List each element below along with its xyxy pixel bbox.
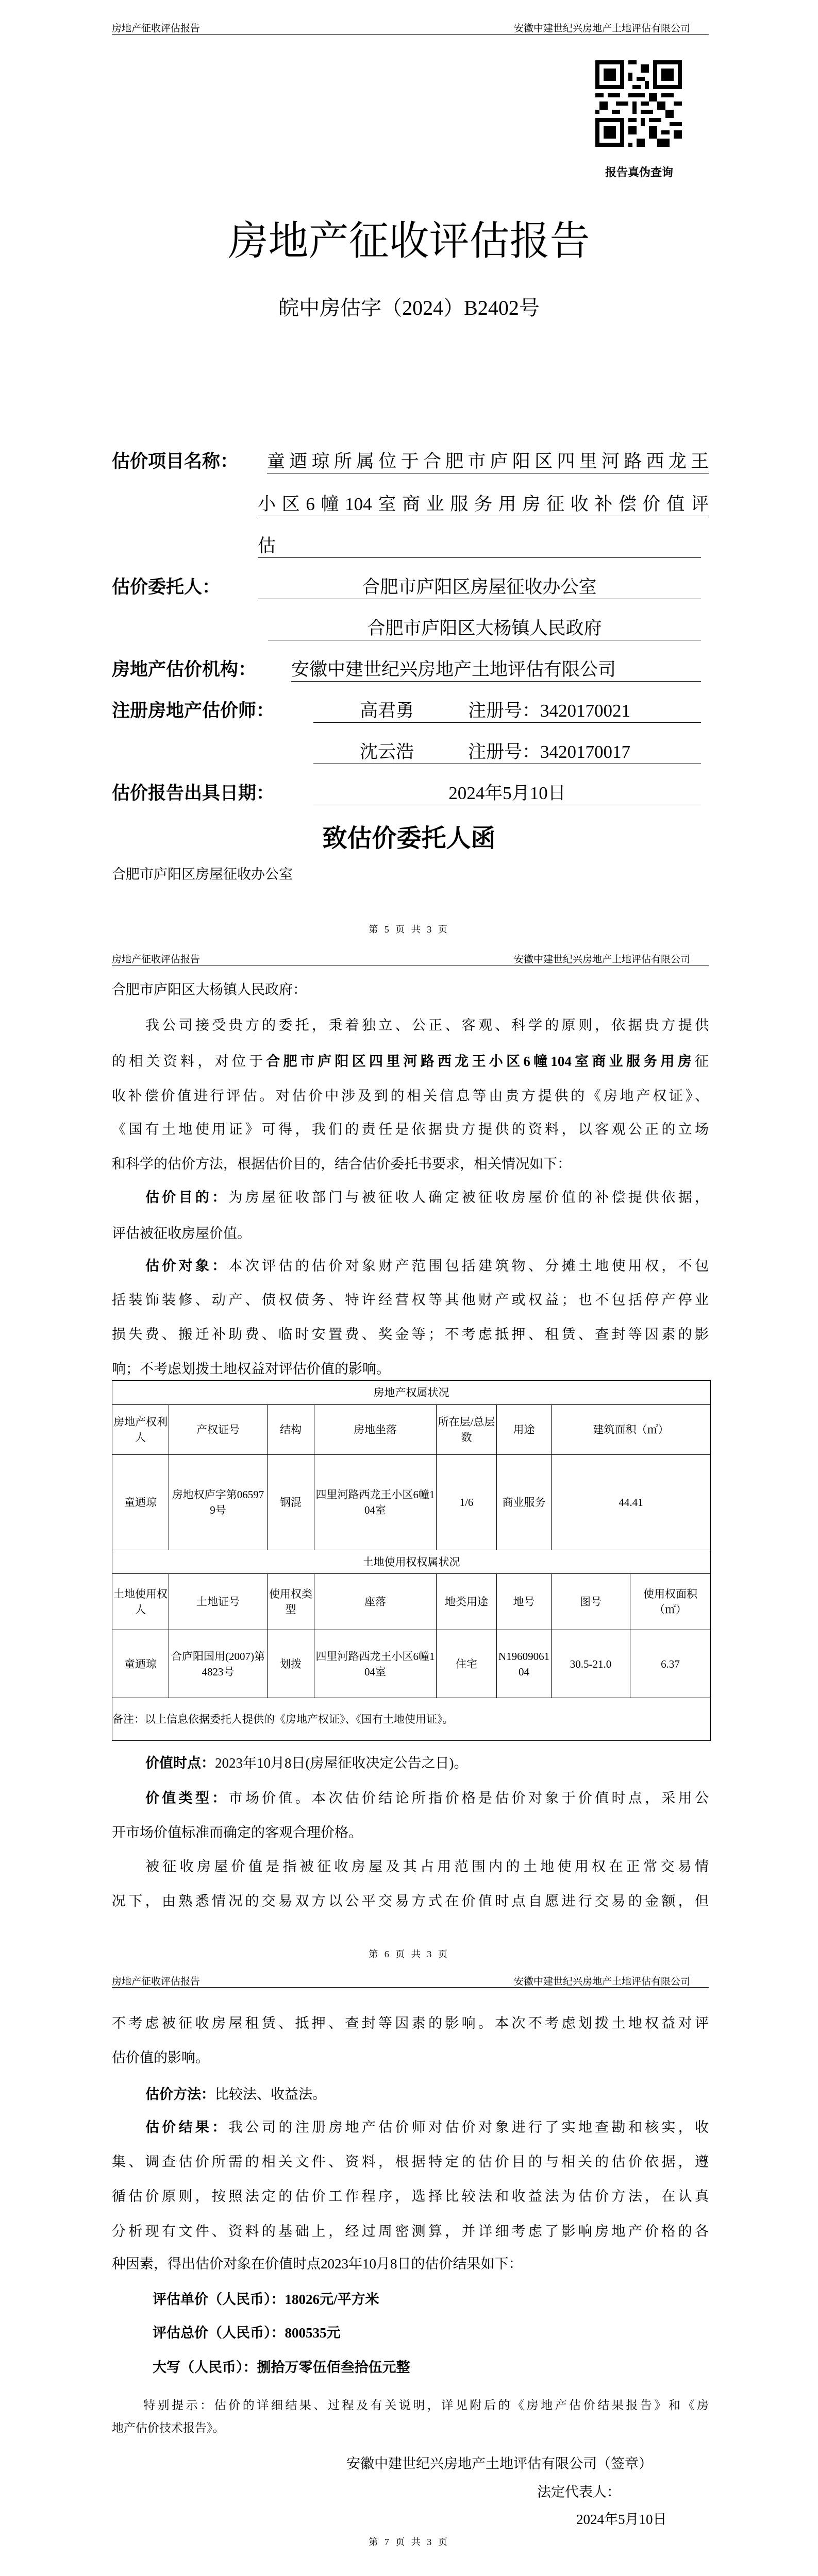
purpose-label: 估价目的：	[145, 1190, 229, 1205]
appraiser-label: 注册房地产估价师：	[112, 701, 275, 721]
method-line	[145, 2086, 709, 2103]
object-line: 损失费、搬迁补助费、临时安置费、奖金等；不考虑抵押、租赁、查封等因素的影	[112, 1327, 709, 1342]
col-header: 所在层/总层数	[437, 1405, 497, 1455]
cell: 1/6	[437, 1455, 497, 1550]
unit-price: 评估单价（人民币）：18026元/平方米	[153, 2292, 379, 2307]
value-type-line	[145, 1789, 709, 1807]
intro-text: 的相关资料，对位于	[112, 1054, 266, 1069]
intro-text: 征	[695, 1054, 709, 1069]
page-header	[112, 21, 709, 35]
header-left: 房地产征收评估报告	[112, 23, 201, 34]
page-footer: 第 5 页 共 3 页	[369, 924, 449, 935]
appraiser-row	[313, 741, 701, 764]
cell: 30.5-21.0	[552, 1630, 630, 1698]
cell: 四里河路西龙王小区6幢104室	[314, 1455, 437, 1550]
sign-date: 2024年5月10日	[576, 2512, 667, 2527]
appraiser-row	[313, 700, 701, 723]
company-signature: 安徽中建世纪兴房地产土地评估有限公司（签章）	[346, 2456, 653, 2471]
report-date: 2024年5月10日	[313, 782, 701, 805]
value-date-line	[145, 1754, 709, 1772]
object-label: 估价对象：	[145, 1258, 229, 1274]
intro-line: 收补偿价值进行评估。对估价中涉及到的相关信息等由贵方提供的《房地产权证》、	[112, 1088, 709, 1104]
intro-line	[112, 1053, 709, 1070]
intro-line: 《国有土地使用证》可得，我们的责任是依据贵方提供的资料，以客观公正的立场	[112, 1122, 709, 1137]
table-row	[112, 1630, 711, 1698]
header-right: 安徽中建世纪兴房地产土地评估有限公司	[513, 23, 690, 34]
cont-line: 估价值的影响。	[112, 2050, 209, 2065]
house-section-title: 房地产权属状况	[112, 1381, 711, 1405]
cell: 四里河路西龙王小区6幢104室	[314, 1630, 437, 1698]
value-date-text: 2023年10月8日(房屋征收决定公告之日)。	[215, 1755, 468, 1771]
qr-caption: 报告真伪查询	[605, 166, 674, 179]
value-date-label: 价值时点：	[145, 1755, 215, 1771]
ownership-table	[112, 1380, 711, 1741]
addressee: 合肥市庐阳区房屋征收办公室	[112, 867, 293, 882]
value-type-line: 开市场价值标准而确定的客观合理价格。	[112, 1825, 362, 1840]
col-header: 产权证号	[169, 1405, 268, 1455]
definition-line: 被征收房屋价值是指被征收房屋及其占用范围内的土地使用权在正常交易情	[145, 1859, 709, 1874]
cell: 44.41	[552, 1455, 711, 1550]
letter-title: 致估价委托人函	[322, 825, 496, 852]
header-left: 房地产征收评估报告	[112, 954, 201, 965]
appraiser-reg: 注册号：3420170021	[468, 701, 631, 721]
value-type-label: 价值类型：	[145, 1790, 229, 1806]
cell: 6.37	[630, 1630, 711, 1698]
col-header: 座落	[314, 1574, 437, 1630]
appraiser-reg: 注册号：3420170017	[468, 742, 631, 762]
cell: 童迺琼	[112, 1630, 169, 1698]
object-line: 括装饰装修、动产、债权债务、特许经营权等其他财产或权益；也不包括停产停业	[112, 1292, 709, 1308]
definition-line: 况下，由熟悉情况的交易双方以公平交易方式在价值时点自愿进行交易的金额，但	[112, 1893, 709, 1909]
report-title: 房地产征收评估报告	[228, 218, 590, 263]
intro-line: 和科学的估价方法，根据估价目的，结合估价委托书要求，相关情况如下：	[112, 1156, 571, 1172]
notice-line: 特别提示：估价的详细结果、过程及有关说明，详见附后的《房地产估价结果报告》和《房	[143, 2399, 709, 2412]
col-header: 用途	[497, 1405, 552, 1455]
cell: 住宅	[437, 1630, 497, 1698]
cell: 划拨	[268, 1630, 314, 1698]
agency-name: 安徽中建世纪兴房地产土地评估有限公司	[291, 658, 701, 682]
col-header: 地类用途	[437, 1574, 497, 1630]
col-header: 房地坐落	[314, 1405, 437, 1455]
col-header: 使用权面积（㎡）	[630, 1574, 711, 1630]
client-name: 合肥市庐阳区大杨镇人民政府	[268, 617, 701, 640]
purpose-line: 评估被征收房屋价值。	[112, 1226, 251, 1241]
object-text: 本次评估的估价对象财产范围包括建筑物、分摊土地使用权，不包	[228, 1258, 709, 1274]
page-header	[112, 952, 709, 965]
header-right: 安徽中建世纪兴房地产土地评估有限公司	[513, 1976, 690, 1987]
agency-label: 房地产估价机构：	[112, 659, 257, 680]
object-line: 响；不考虑划拨土地权益对评估价值的影响。	[112, 1361, 390, 1377]
project-name-line: 童迺琼所属位于合肥市庐阳区四里河路西龙王	[267, 450, 709, 473]
cell: N1960906104	[497, 1630, 552, 1698]
purpose-line	[145, 1189, 709, 1206]
cont-line: 不考虑被征收房屋租赁、抵押、查封等因素的影响。本次不考虑划拨土地权益对评	[112, 2015, 709, 2031]
purpose-text: 为房屋征收部门与被征收人确定被征收房屋价值的补偿提供依据，	[228, 1190, 709, 1205]
cell: 童迺琼	[112, 1455, 169, 1550]
result-text: 我公司的注册房地产估价师对估价对象进行了实地查勘和核实，收	[228, 2120, 709, 2135]
result-label: 估价结果：	[145, 2120, 229, 2135]
page-footer: 第 7 页 共 3 页	[369, 2537, 449, 2547]
addressee: 合肥市庐阳区大杨镇人民政府：	[112, 982, 307, 997]
appraiser-name: 高君勇	[360, 701, 414, 721]
object-line	[145, 1257, 709, 1275]
header-right: 安徽中建世纪兴房地产土地评估有限公司	[513, 954, 690, 965]
result-line: 循估价原则，按照法定的估价工作程序，选择比较法和收益法为估价方法，在认真	[112, 2189, 709, 2204]
result-line	[145, 2119, 709, 2136]
client-label: 估价委托人：	[112, 577, 221, 597]
col-header: 使用权类型	[268, 1574, 314, 1630]
method-label: 估价方法：	[145, 2087, 215, 2102]
page-header	[112, 1974, 709, 1988]
qr-code-icon	[595, 60, 682, 147]
page-footer: 第 6 页 共 3 页	[369, 1949, 449, 1959]
total-price: 评估总价（人民币）：800535元	[153, 2325, 341, 2341]
result-line: 分析现有文件、资料的基础上，经过周密测算，并详细考虑了影响房地产价格的各	[112, 2224, 709, 2239]
cell: 商业服务	[497, 1455, 552, 1550]
method-text: 比较法、收益法。	[215, 2087, 326, 2102]
col-header: 结构	[268, 1405, 314, 1455]
table-note: 备注：以上信息依据委托人提供的《房地产权证》、《国有土地使用证》。	[112, 1698, 711, 1741]
col-header: 土地使用权人	[112, 1574, 169, 1630]
appraiser-name: 沈云浩	[360, 742, 414, 762]
header-left: 房地产征收评估报告	[112, 1976, 201, 1987]
col-header: 图号	[552, 1574, 630, 1630]
project-name-line: 小区6幢104室商业服务用房征收补偿价值评	[258, 493, 709, 516]
table-row	[112, 1455, 711, 1550]
col-header: 建筑面积（㎡）	[552, 1405, 711, 1455]
cell: 钢混	[268, 1455, 314, 1550]
uppercase-amount: 大写（人民币）：捌拾万零伍佰叁拾伍元整	[153, 2360, 410, 2375]
report-number: 皖中房估字（2024）B2402号	[278, 296, 540, 319]
project-name-line: 估	[258, 535, 701, 558]
client-name: 合肥市庐阳区房屋征收办公室	[258, 576, 701, 599]
cell: 房地权庐字第065979号	[169, 1455, 268, 1550]
date-label: 估价报告出具日期：	[112, 783, 275, 803]
cell: 合庐阳国用(2007)第4823号	[169, 1630, 268, 1698]
col-header: 土地证号	[169, 1574, 268, 1630]
result-line: 种因素，得出估价对象在价值时点2023年10月8日的估价结果如下：	[112, 2256, 523, 2272]
notice-line: 地产估价技术报告》。	[112, 2421, 225, 2434]
value-type-text: 市场价值。本次估价结论所指价格是估价对象于价值时点，采用公	[228, 1790, 709, 1806]
legal-representative: 法定代表人：	[537, 2484, 621, 2500]
result-line: 集、调查估价所需的相关文件、资料，根据特定的估价目的与相关的估价依据，遵	[112, 2154, 709, 2170]
land-section-title: 土地使用权权属状况	[112, 1550, 711, 1574]
col-header: 地号	[497, 1574, 552, 1630]
project-label: 估价项目名称：	[112, 451, 239, 471]
intro-line: 我公司接受贵方的委托，秉着独立、公正、客观、科学的原则，依据贵方提供	[145, 1018, 709, 1033]
property-address-bold: 合肥市庐阳区四里河路西龙王小区6幢104室商业服务用房	[266, 1054, 695, 1069]
col-header: 房地产权利人	[112, 1405, 169, 1455]
